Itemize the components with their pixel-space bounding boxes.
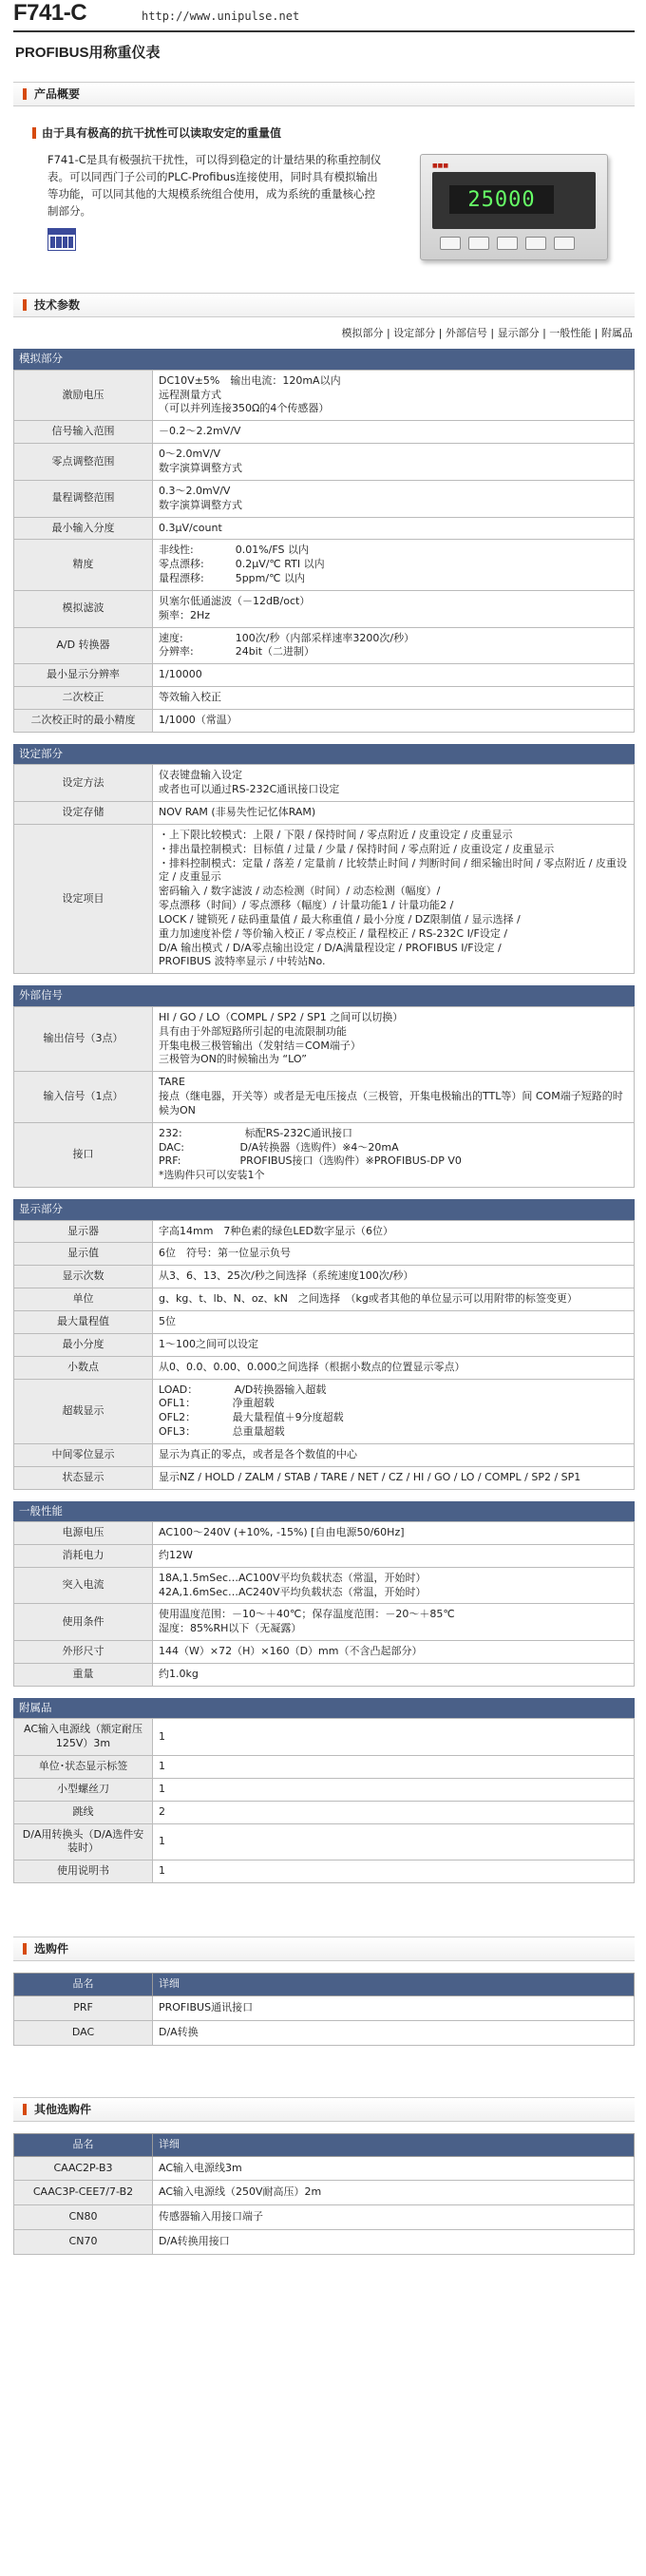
spec-value: 6位 符号：第一位显示负号 — [153, 1243, 635, 1266]
spec-value: LOAD： A/D转换器输入超载 OFL1： 净重超载 OFL2： 最大量程值＋9分度超载 OFL3： 总重量超载 — [153, 1379, 635, 1443]
table-row — [14, 1072, 635, 1123]
option-name: DAC — [14, 2020, 153, 2045]
product-subtitle: PROFIBUS用称重仪表 — [15, 45, 161, 61]
table-row — [14, 1522, 635, 1545]
spec-table-title: 一般性能 — [13, 1501, 635, 1522]
spec-key: 状态显示 — [14, 1466, 153, 1489]
table-row — [14, 2230, 635, 2255]
option-detail: D/A转换 — [153, 2020, 635, 2045]
other-options-table — [13, 2133, 635, 2255]
spec-key: A/D 转换器 — [14, 627, 153, 664]
table-row — [14, 1860, 635, 1883]
table-row — [14, 1641, 635, 1664]
option-name: PRF — [14, 1995, 153, 2020]
spec-value: 232: 标配RS-232C通讯接口 DAC: D/A转换器（选购件）※4～20mA PRF: PROFIBUS接口（选购件）※PROFIBUS-DP V0 *选购件只可以安装1个 — [153, 1122, 635, 1187]
site-url[interactable]: http://www.unipulse.net — [142, 9, 300, 23]
spec-key: 设定方法 — [14, 765, 153, 802]
product-image — [420, 154, 608, 260]
table-row — [14, 1356, 635, 1379]
spec-key: 显示值 — [14, 1243, 153, 1266]
nav-link[interactable]: 设定部分 — [393, 327, 436, 340]
table-row — [14, 1266, 635, 1288]
spec-table-title: 模拟部分 — [13, 349, 635, 370]
overview-headline — [32, 125, 635, 141]
spec-key: 重量 — [14, 1664, 153, 1687]
spec-value: 1～100之间可以设定 — [153, 1333, 635, 1356]
table-row — [14, 1311, 635, 1334]
spec-value: 从0、0.0、0.00、0.000之间选择（根据小数点的位置显示零点） — [153, 1356, 635, 1379]
table-row — [14, 480, 635, 517]
nav-link[interactable]: 外部信号 — [445, 327, 487, 340]
spec-value: 字高14mm 7种色素的绿色LED数字显示（6位） — [153, 1220, 635, 1243]
option-detail: 传感器输入用接口端子 — [153, 2205, 635, 2230]
spec-key: 精度 — [14, 540, 153, 591]
options-section-title: 选购件 — [34, 1942, 69, 1956]
table-row — [14, 627, 635, 664]
spec-key: 二次校正时的最小精度 — [14, 709, 153, 732]
spec-value: TARE 接点（继电器，开关等）或者是无电压接点（三极管，开集电极输出的TTL等）间 COM端子短路的时候为ON — [153, 1072, 635, 1123]
spec-table — [13, 985, 635, 1188]
table-row — [14, 1801, 635, 1823]
spec-value: 仪表键盘输入设定 或者也可以通过RS-232C通讯接口设定 — [153, 765, 635, 802]
options-section-header — [13, 1937, 635, 1961]
model-title: F741-C — [13, 0, 87, 26]
table-row — [14, 1995, 635, 2020]
spec-key: 模拟滤波 — [14, 590, 153, 627]
other-options-section-title: 其他选购件 — [34, 2102, 92, 2116]
table-row — [14, 1567, 635, 1604]
table-row — [14, 2181, 635, 2205]
nav-link[interactable]: 显示部分 — [497, 327, 540, 340]
spec-key: 输出信号（3点） — [14, 1006, 153, 1071]
table-row — [14, 1778, 635, 1801]
spec-value: HI / GO / LO（COMPL / SP2 / SP1 之间可以切换） 具有由于外部短路所引起的电流限制功能 开集电极三极管输出（发射结＝COM端子） 三极管为ON的时候输出为 “LO” — [153, 1006, 635, 1071]
spec-table — [13, 1698, 635, 1883]
table-row — [14, 444, 635, 481]
option-name: CN80 — [14, 2205, 153, 2230]
table-row — [14, 370, 635, 421]
spec-key: 最大量程值 — [14, 1311, 153, 1334]
spec-key: 接口 — [14, 1122, 153, 1187]
table-row — [14, 1443, 635, 1466]
option-name: CAAC3P-CEE7/7-B2 — [14, 2181, 153, 2205]
table-row — [14, 687, 635, 710]
spec-table-title: 外部信号 — [13, 985, 635, 1006]
spec-key: 最小分度 — [14, 1333, 153, 1356]
options-header-name: 品名 — [14, 1974, 153, 1996]
spec-table-title: 显示部分 — [13, 1199, 635, 1220]
overview-section-header — [13, 82, 635, 106]
table-row — [14, 1288, 635, 1311]
table-row — [14, 765, 635, 802]
table-row — [14, 2156, 635, 2181]
option-detail: AC输入电源线3m — [153, 2156, 635, 2181]
spec-value: 约12W — [153, 1544, 635, 1567]
spec-key: 中间零位显示 — [14, 1443, 153, 1466]
spec-value: g、kg、t、lb、N、oz、kN 之间选择 （kg或者其他的单位显示可以用附带的标签变更） — [153, 1288, 635, 1311]
other-options-section-header — [13, 2097, 635, 2122]
spec-key: 单位･状态显示标签 — [14, 1756, 153, 1779]
table-row — [14, 2205, 635, 2230]
spec-value: 1 — [153, 1756, 635, 1779]
table-row — [14, 1719, 635, 1756]
spec-key: 跳线 — [14, 1801, 153, 1823]
spec-key: 最小显示分辨率 — [14, 664, 153, 687]
spec-table — [13, 1199, 635, 1489]
table-row — [14, 664, 635, 687]
spec-key: 显示器 — [14, 1220, 153, 1243]
spec-key: 单位 — [14, 1288, 153, 1311]
table-row — [14, 1664, 635, 1687]
spec-value: 约1.0kg — [153, 1664, 635, 1687]
table-row — [14, 709, 635, 732]
tech-section-header — [13, 293, 635, 317]
spec-table-title: 设定部分 — [13, 744, 635, 765]
spec-key: 突入电流 — [14, 1567, 153, 1604]
spec-key: 二次校正 — [14, 687, 153, 710]
table-row — [14, 2020, 635, 2045]
spec-value: 1 — [153, 1719, 635, 1756]
table-row — [14, 1220, 635, 1243]
headline-marker-icon — [32, 127, 36, 139]
section-marker-icon — [23, 1943, 27, 1955]
option-name: CAAC2P-B3 — [14, 2156, 153, 2181]
nav-link[interactable]: 模拟部分 — [341, 327, 384, 340]
other-options-header-name: 品名 — [14, 2133, 153, 2156]
spec-value: 1/10000 — [153, 664, 635, 687]
spec-key: 量程调整范围 — [14, 480, 153, 517]
option-name: CN70 — [14, 2230, 153, 2255]
spec-value: 从3、6、13、25次/秒之间选择（系统速度100次/秒） — [153, 1266, 635, 1288]
table-row — [14, 1006, 635, 1071]
overview-section-title: 产品概要 — [34, 87, 81, 102]
spec-value: 显示为真正的零点，或者是各个数值的中心 — [153, 1443, 635, 1466]
table-row — [14, 1243, 635, 1266]
options-header-detail: 详细 — [153, 1974, 635, 1996]
spec-key: 信号输入范围 — [14, 421, 153, 444]
spec-value: 1 — [153, 1860, 635, 1883]
spec-value: －0.2～2.2mV/V — [153, 421, 635, 444]
section-marker-icon — [23, 2104, 27, 2115]
spec-key: 设定存储 — [14, 802, 153, 825]
device-panel — [432, 172, 596, 229]
table-row — [14, 1544, 635, 1567]
spec-key: 电源电压 — [14, 1522, 153, 1545]
spec-value: 非线性: 0.01%/FS 以内 零点漂移: 0.2μV/℃ RTI 以内 量程漂移: 5ppm/℃ 以内 — [153, 540, 635, 591]
spec-value: 0.3μV/count — [153, 517, 635, 540]
spec-value: 5位 — [153, 1311, 635, 1334]
spec-key: 小型螺丝刀 — [14, 1778, 153, 1801]
table-row — [14, 824, 635, 973]
spec-value: 0～2.0mV/V 数字演算调整方式 — [153, 444, 635, 481]
spec-key: 小数点 — [14, 1356, 153, 1379]
tech-section-title: 技术参数 — [34, 298, 81, 313]
table-row — [14, 517, 635, 540]
spec-value: 0.3～2.0mV/V 数字演算调整方式 — [153, 480, 635, 517]
overview-headline-text: 由于具有极高的抗干扰性可以读取安定的重量值 — [42, 126, 282, 141]
table-row — [14, 1379, 635, 1443]
spec-value: 贝塞尔低通滤波（－12dB/oct） 频率：2Hz — [153, 590, 635, 627]
spec-key: 消耗电力 — [14, 1544, 153, 1567]
spec-key: 激励电压 — [14, 370, 153, 421]
spec-key: AC输入电源线（额定耐压125V）3m — [14, 1719, 153, 1756]
spec-key: 外形尺寸 — [14, 1641, 153, 1664]
spec-key: 显示次数 — [14, 1266, 153, 1288]
spec-nav: 模拟部分 | 设定部分 | 外部信号 | 显示部分 | 一般性能 | 附属品 — [341, 327, 633, 340]
option-detail: D/A转换用接口 — [153, 2230, 635, 2255]
spec-key: 使用条件 — [14, 1604, 153, 1641]
table-row — [14, 1333, 635, 1356]
spec-table-title: 附属品 — [13, 1698, 635, 1719]
spec-key: 输入信号（1点） — [14, 1072, 153, 1123]
spec-key: 最小输入分度 — [14, 517, 153, 540]
section-marker-icon — [23, 88, 27, 100]
spec-value: 144（W）×72（H）×160（D）mm（不含凸起部分） — [153, 1641, 635, 1664]
other-options-header-detail: 详细 — [153, 2133, 635, 2156]
spec-tables — [13, 349, 635, 1883]
spec-value: 1 — [153, 1778, 635, 1801]
spec-key: D/A用转换头（D/A选件安装时） — [14, 1823, 153, 1860]
spec-table — [13, 1501, 635, 1687]
page-header — [13, 0, 635, 32]
spec-key: 超载显示 — [14, 1379, 153, 1443]
spec-table — [13, 744, 635, 974]
spec-value: 显示NZ / HOLD / ZALM / STAB / TARE / NET / CZ / HI / GO / LO / COMPL / SP2 / SP1 — [153, 1466, 635, 1489]
spec-key: 零点调整范围 — [14, 444, 153, 481]
spec-value: AC100～240V (+10%, -15%) [自由电源50/60Hz] — [153, 1522, 635, 1545]
option-detail: AC输入电源线（250V耐高压）2m — [153, 2181, 635, 2205]
spec-value: 1 — [153, 1823, 635, 1860]
spec-value: NOV RAM (非易失性记忆体RAM) — [153, 802, 635, 825]
table-row — [14, 1466, 635, 1489]
spec-value: 1/1000（常温） — [153, 709, 635, 732]
option-detail: PROFIBUS通讯接口 — [153, 1995, 635, 2020]
spec-value: ・上下限比较模式：上限 / 下限 / 保持时间 / 零点附近 / 皮重设定 / 皮重显示 ・排出量控制模式：目标值 / 过量 / 少量 / 保持时间 / 零点附近 / 皮重设定 / 皮重显示 ・排料控制模式：定量 / 落差 / 定量前 / 比较禁止时间 / 判断时间 / 细采输出时间 / 零点附近 / 皮重设定 / 皮重显示 密码输入 / 数字滤波 / 动态检测（时间）/ 动态检测（幅度）/ 零点漂移（时间）/ 零点漂移（幅度）/ 计量功能1 / 计量功能2 / LOCK / 键锁死 / 砝码重量值 / 最大称重值 / 最小分度 / DZ限制值 / 显示选择 / 重力加速度补偿 / 等价输入校正 / 零点校正 / 量程校正 / RS-232C I/F设定 / D/A 输出模式 / D/A零点输出设定 / D/A满量程设定 / PROFIBUS I/F设定 / PROFIBUS 波特率显示 / 中转站No. — [153, 824, 635, 973]
section-marker-icon — [23, 299, 27, 311]
device-buttons — [440, 237, 575, 250]
nav-link[interactable]: 一般性能 — [549, 327, 592, 340]
table-row — [14, 1122, 635, 1187]
options-table — [13, 1973, 635, 2046]
device-display: 25000 — [449, 185, 554, 214]
overview-body — [13, 152, 635, 260]
spec-value: 2 — [153, 1801, 635, 1823]
spec-value: 18A,1.5mSec…AC100V平均负载状态（常温，开始时） 42A,1.6mSec…AC240V平均负载状态（常温，开始时） — [153, 1567, 635, 1604]
profibus-logo-icon — [48, 228, 76, 251]
table-row — [14, 802, 635, 825]
nav-link[interactable]: 附属品 — [601, 327, 633, 340]
spec-value: 等效输入校正 — [153, 687, 635, 710]
table-row — [14, 1756, 635, 1779]
spec-value: 速度: 100次/秒（内部采样速率3200次/秒） 分辨率: 24bit（二进制） — [153, 627, 635, 664]
table-row — [14, 1604, 635, 1641]
spec-key: 设定项目 — [14, 824, 153, 973]
device-brand-mark-icon: ■■■ — [432, 162, 449, 170]
table-row — [14, 590, 635, 627]
overview-description: F741-C是具有极强抗干扰性，可以得到稳定的计量结果的称重控制仪表。可以同西门子公司的PLC-Profibus连接使用，同时具有模拟输出等功能，可以同其他的大規模系统组合使用，成为系统的重量核心控制部分。 — [48, 153, 382, 218]
table-row — [14, 1823, 635, 1860]
table-row — [14, 421, 635, 444]
table-row — [14, 540, 635, 591]
spec-key: 使用说明书 — [14, 1860, 153, 1883]
spec-value: 使用温度范围：－10～＋40℃；保存温度范围：－20～＋85℃ 湿度：85%RH以下（无凝露） — [153, 1604, 635, 1641]
spec-value: DC10V±5% 输出电流：120mA以内 远程测量方式 （可以并列连接350Ω的4个传感器） — [153, 370, 635, 421]
spec-table — [13, 349, 635, 733]
